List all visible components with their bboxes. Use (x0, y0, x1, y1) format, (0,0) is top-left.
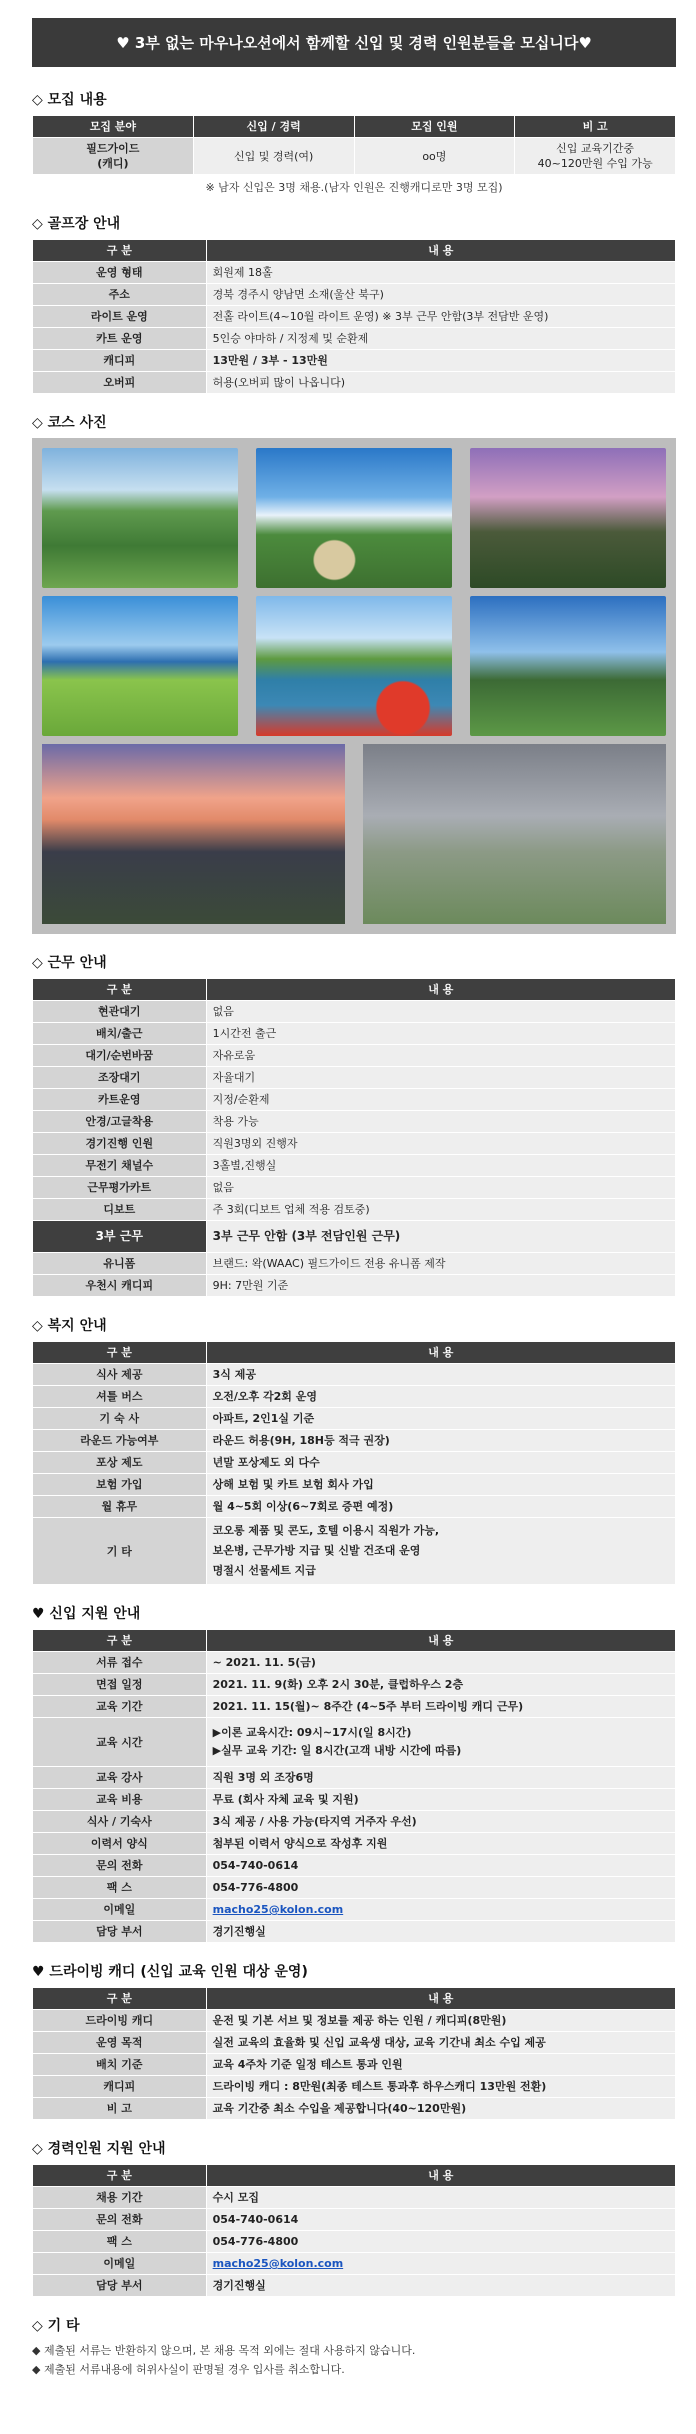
row-key: 팩 스 (33, 2231, 207, 2253)
row-key: 배치 기준 (33, 2054, 207, 2076)
row-value (206, 2253, 675, 2275)
row-value: 라운드 허용(9H, 18H등 적극 권장) (206, 1430, 675, 1452)
table-row (33, 1386, 676, 1408)
golf-section-title: ◇ 골프장 안내 (32, 216, 121, 232)
row-value: 3식 제공 (206, 1364, 675, 1386)
row-key: 주소 (33, 284, 207, 306)
row-value: 경기진행실 (206, 1921, 675, 1943)
row-key: 비 고 (33, 2098, 207, 2120)
course-photo (363, 744, 666, 924)
table-row (33, 328, 676, 350)
row-value (206, 1899, 675, 1921)
course-photo (256, 448, 452, 588)
row-value: 주 3회(디보트 업체 적용 검토중) (206, 1199, 675, 1221)
row-value: 운전 및 기본 서브 및 정보를 제공 하는 인원 / 캐디피(8만원) (206, 2010, 675, 2032)
welfare-table (32, 1341, 676, 1585)
etc-section-title: ◇ 기 타 (32, 2318, 80, 2334)
row-value: 지정/순환제 (206, 1089, 675, 1111)
row-value: 자유로움 (206, 1045, 675, 1067)
row-value: 직원 3명 외 조장6명 (206, 1767, 675, 1789)
etc-item: ◆ 제출된 서류는 반환하지 않으며, 본 채용 목적 외에는 절대 사용하지 않습니다. (32, 2344, 416, 2357)
header-cell: 내 용 (206, 240, 675, 262)
career-table (32, 2164, 676, 2297)
work-table (32, 978, 676, 1297)
work-body (33, 1001, 676, 1221)
header-cell: 구 분 (33, 1342, 207, 1364)
table-row (33, 1199, 676, 1221)
table-row (33, 2231, 676, 2253)
course-photo (256, 596, 452, 736)
row-key: 팩 스 (33, 1877, 207, 1899)
row-key: 운영 목적 (33, 2032, 207, 2054)
edu-time-line: ▶이론 교육시간: 09시~17시(일 8시간) (212, 1726, 412, 1739)
row-key: 식사 / 기숙사 (33, 1811, 207, 1833)
recruit-section-title: ◇ 모집 내용 (32, 92, 107, 108)
row-key: 드라이빙 캐디 (33, 2010, 207, 2032)
golf-table (32, 239, 676, 394)
row-key: 월 휴무 (33, 1496, 207, 1518)
row-key: 기 타 (33, 1518, 207, 1585)
row-value: 무료 (회사 자체 교육 및 지원) (206, 1789, 675, 1811)
row-value: 상해 보험 및 카트 보험 회사 가입 (206, 1474, 675, 1496)
row-value: 착용 가능 (206, 1111, 675, 1133)
row-value: ~ 2021. 11. 5(금) (206, 1652, 675, 1674)
table-row (33, 2209, 676, 2231)
table-row (33, 2076, 676, 2098)
table-row (33, 1696, 676, 1718)
table-row (33, 1111, 676, 1133)
photo-row (42, 448, 666, 588)
row-value (206, 1518, 675, 1585)
row-value: 전홀 라이트(4~10월 라이트 운영) ※ 3부 근무 안함(3부 전담반 운영) (206, 306, 675, 328)
newbie-header-row (33, 1630, 676, 1652)
header-cell: 신입 / 경력 (193, 116, 354, 138)
row-value: 054-776-4800 (206, 2231, 675, 2253)
row-key: 현관대기 (33, 1001, 207, 1023)
table-row (33, 1001, 676, 1023)
row-key: 보험 가입 (33, 1474, 207, 1496)
recruit-banner: ♥ 3부 없는 마우나오션에서 함께할 신입 및 경력 인원분들을 모십니다♥ (32, 18, 676, 67)
row-key: 무전기 채널수 (33, 1155, 207, 1177)
career-section-title: ◇ 경력인원 지원 안내 (32, 2141, 166, 2157)
header-cell: 내 용 (206, 1988, 675, 2010)
row-key: 이메일 (33, 1899, 207, 1921)
golf-body (33, 262, 676, 394)
welfare-header-row (33, 1342, 676, 1364)
row-key: 라운드 가능여부 (33, 1430, 207, 1452)
table-row (33, 262, 676, 284)
header-cell: 구 분 (33, 240, 207, 262)
work-header-row (33, 979, 676, 1001)
welfare-etc-line: 보온병, 근무가방 지급 및 신발 건조대 운영 (212, 1544, 421, 1557)
row-value: 첨부된 이력서 양식으로 작성후 지원 (206, 1833, 675, 1855)
welfare-etc-line: 코오롱 제품 및 콘도, 호텔 이용시 직원가 가능, (212, 1524, 440, 1537)
driving-header-row (33, 1988, 676, 2010)
row-key: 3부 근무 (33, 1221, 207, 1253)
welfare-etc-line: 명절시 선물세트 지급 (212, 1564, 316, 1577)
row-value: 허용(오버피 많이 나옵니다) (206, 372, 675, 394)
etc-item: ◆ 제출된 서류내용에 허위사실이 판명될 경우 입사를 취소합니다. (32, 2363, 345, 2376)
row-value: 아파트, 2인1실 기준 (206, 1408, 675, 1430)
row-key: 카트운영 (33, 1089, 207, 1111)
table-row (33, 1674, 676, 1696)
newbie-body (33, 1652, 676, 1718)
newbie-edu-time-row (33, 1718, 676, 1767)
recruit-type: 신입 및 경력(여) (193, 138, 354, 175)
photos-section-title: ◇ 코스 사진 (32, 415, 107, 431)
table-row (33, 350, 676, 372)
row-key: 기 숙 사 (33, 1408, 207, 1430)
work-body (33, 1253, 676, 1297)
header-cell: 구 분 (33, 1630, 207, 1652)
table-row (33, 372, 676, 394)
row-value: 회원제 18홀 (206, 262, 675, 284)
recruit-header-row (33, 116, 676, 138)
row-key: 담당 부서 (33, 1921, 207, 1943)
row-value: 2021. 11. 15(월)~ 8주간 (4~5주 부터 드라이빙 캐디 근무) (206, 1696, 675, 1718)
table-row (33, 1089, 676, 1111)
row-value: 2021. 11. 9(화) 오후 2시 30분, 클럽하우스 2층 (206, 1674, 675, 1696)
table-row (33, 1877, 676, 1899)
row-key: 근무평가카트 (33, 1177, 207, 1199)
table-row (33, 1023, 676, 1045)
row-value: 경기진행실 (206, 2275, 675, 2297)
row-value: 브랜드: 왁(WAAC) 필드가이드 전용 유니폼 제작 (206, 1253, 675, 1275)
table-row (33, 2098, 676, 2120)
golf-header-row (33, 240, 676, 262)
row-value: 경북 경주시 양남면 소재(울산 북구) (206, 284, 675, 306)
recruit-field: 필드가이드 (캐디) (33, 138, 194, 175)
driving-section-title: ♥ 드라이빙 캐디 (신입 교육 인원 대상 운영) (32, 1964, 308, 1980)
row-key: 교육 비용 (33, 1789, 207, 1811)
row-key: 담당 부서 (33, 2275, 207, 2297)
course-photo (42, 744, 345, 924)
recruit-footnote: ※ 남자 신입은 3명 채용.(남자 인원은 진행캐디로만 3명 모집) (205, 181, 503, 194)
table-row (33, 1408, 676, 1430)
row-key: 대기/순번바꿈 (33, 1045, 207, 1067)
row-key: 안경/고글착용 (33, 1111, 207, 1133)
recruit-table (32, 115, 676, 175)
newbie-table (32, 1629, 676, 1943)
header-cell: 내 용 (206, 1342, 675, 1364)
course-photo-gallery (32, 438, 676, 934)
row-key: 서류 접수 (33, 1652, 207, 1674)
table-row (33, 1133, 676, 1155)
row-key: 우천시 캐디피 (33, 1275, 207, 1297)
row-key: 라이트 운영 (33, 306, 207, 328)
row-value: 드라이빙 캐디 : 8만원(최종 테스트 통과후 하우스캐디 13만원 전환) (206, 2076, 675, 2098)
row-key: 유니폼 (33, 1253, 207, 1275)
row-value: 년말 포상제도 외 다수 (206, 1452, 675, 1474)
row-value: 3부 근무 안함 (3부 전담인원 근무) (206, 1221, 675, 1253)
welfare-section-title: ◇ 복지 안내 (32, 1318, 107, 1334)
row-value: 없음 (206, 1177, 675, 1199)
table-row (33, 1253, 676, 1275)
row-value: 5인승 야마하 / 지정제 및 순환제 (206, 328, 675, 350)
row-key: 문의 전화 (33, 2209, 207, 2231)
row-key: 면접 일정 (33, 1674, 207, 1696)
row-key: 캐디피 (33, 2076, 207, 2098)
row-key: 배치/출근 (33, 1023, 207, 1045)
row-value: 054-740-0614 (206, 1855, 675, 1877)
driving-body (33, 2010, 676, 2120)
table-row (33, 1789, 676, 1811)
row-value: 실전 교육의 효율화 및 신입 교육생 대상, 교육 기간내 최소 수입 제공 (206, 2032, 675, 2054)
email-link[interactable]: macho25@kolon.com (212, 2257, 344, 2270)
row-value: 1시간전 출근 (206, 1023, 675, 1045)
newbie-section-title: ♥ 신입 지원 안내 (32, 1606, 141, 1622)
row-key: 포상 제도 (33, 1452, 207, 1474)
row-key: 식사 제공 (33, 1364, 207, 1386)
table-row (33, 1811, 676, 1833)
course-photo (42, 596, 238, 736)
table-row (33, 1833, 676, 1855)
table-row (33, 1452, 676, 1474)
course-photo (470, 448, 666, 588)
row-key: 카트 운영 (33, 328, 207, 350)
table-row (33, 1177, 676, 1199)
table-row (33, 2054, 676, 2076)
driving-table (32, 1987, 676, 2120)
row-key: 이력서 양식 (33, 1833, 207, 1855)
table-row (33, 1430, 676, 1452)
row-key: 교육 시간 (33, 1718, 207, 1767)
photo-row (42, 596, 666, 736)
career-header-row (33, 2165, 676, 2187)
row-key: 채용 기간 (33, 2187, 207, 2209)
edu-time-line: ▶실무 교육 기간: 일 8시간(고객 내방 시간에 따름) (212, 1744, 462, 1757)
newbie-dept-row (33, 1921, 676, 1943)
table-row (33, 1045, 676, 1067)
table-row (33, 1496, 676, 1518)
career-body (33, 2187, 676, 2253)
etc-list (32, 2341, 676, 2379)
table-row (33, 1067, 676, 1089)
row-value: 자율대기 (206, 1067, 675, 1089)
newbie-body (33, 1767, 676, 1899)
welfare-etc-row (33, 1518, 676, 1585)
header-cell: 내 용 (206, 979, 675, 1001)
row-key: 경기진행 인원 (33, 1133, 207, 1155)
header-cell: 구 분 (33, 1988, 207, 2010)
row-key: 디보트 (33, 1199, 207, 1221)
table-row (33, 1364, 676, 1386)
header-cell: 비 고 (515, 116, 676, 138)
header-cell: 모집 인원 (354, 116, 515, 138)
recruit-count: oo명 (354, 138, 515, 175)
welfare-body (33, 1364, 676, 1518)
table-row (33, 284, 676, 306)
header-cell: 내 용 (206, 2165, 675, 2187)
table-row (33, 1474, 676, 1496)
table-row (33, 2187, 676, 2209)
row-value: 오전/오후 각2회 운영 (206, 1386, 675, 1408)
row-value (206, 1718, 675, 1767)
row-value: 3홀별,진행실 (206, 1155, 675, 1177)
table-row (33, 2010, 676, 2032)
email-link[interactable]: macho25@kolon.com (212, 1903, 344, 1916)
course-photo (42, 448, 238, 588)
row-value: 13만원 / 3부 - 13만원 (206, 350, 675, 372)
course-photo (470, 596, 666, 736)
header-cell: 내 용 (206, 1630, 675, 1652)
career-dept-row (33, 2275, 676, 2297)
row-key: 교육 기간 (33, 1696, 207, 1718)
recruit-row (33, 138, 676, 175)
work-section-title: ◇ 근무 안내 (32, 955, 107, 971)
row-value: 교육 기간중 최소 수입을 제공합니다(40~120만원) (206, 2098, 675, 2120)
table-row (33, 1275, 676, 1297)
row-key: 문의 전화 (33, 1855, 207, 1877)
row-value: 직원3명외 진행자 (206, 1133, 675, 1155)
table-row (33, 1855, 676, 1877)
table-row (33, 2032, 676, 2054)
photo-row (42, 744, 666, 924)
row-value: 수시 모집 (206, 2187, 675, 2209)
row-key: 캐디피 (33, 350, 207, 372)
recruit-note: 신입 교육기간중 40~120만원 수입 가능 (515, 138, 676, 175)
table-row (33, 1652, 676, 1674)
row-value: 3식 제공 / 사용 가능(타지역 거주자 우선) (206, 1811, 675, 1833)
header-cell: 모집 분야 (33, 116, 194, 138)
row-value: 교육 4주차 기준 일정 테스트 통과 인원 (206, 2054, 675, 2076)
row-value: 없음 (206, 1001, 675, 1023)
row-value: 9H: 7만원 기준 (206, 1275, 675, 1297)
row-key: 셔틀 버스 (33, 1386, 207, 1408)
row-key: 운영 형태 (33, 262, 207, 284)
table-row (33, 1767, 676, 1789)
newbie-email-row (33, 1899, 676, 1921)
header-cell: 구 분 (33, 979, 207, 1001)
row-key: 조장대기 (33, 1067, 207, 1089)
work-shift3-row (33, 1221, 676, 1253)
career-email-row (33, 2253, 676, 2275)
row-key: 이메일 (33, 2253, 207, 2275)
row-value: 월 4~5회 이상(6~7회로 증편 예정) (206, 1496, 675, 1518)
row-value: 054-776-4800 (206, 1877, 675, 1899)
table-row (33, 1155, 676, 1177)
header-cell: 구 분 (33, 2165, 207, 2187)
row-key: 교육 강사 (33, 1767, 207, 1789)
row-value: 054-740-0614 (206, 2209, 675, 2231)
table-row (33, 306, 676, 328)
row-key: 오버피 (33, 372, 207, 394)
